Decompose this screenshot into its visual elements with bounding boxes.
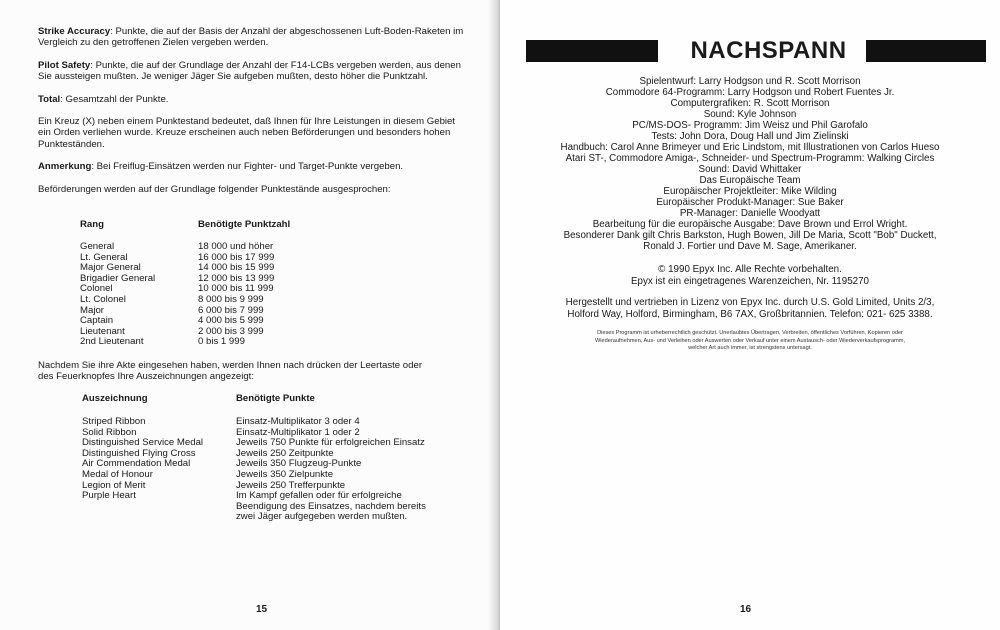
rank-name: Captain [80,315,114,327]
award-names-column [82,417,203,502]
award-requirement: Jeweils 350 Flugzeug-Punkte [236,458,362,470]
right-page [500,0,1000,630]
remark-text: : Bei Freiflug-Einsätzen werden nur Fighter- und Target-Punkte vergeben. [91,161,404,173]
rank-name: Lt. General [80,251,128,263]
credit-line: PR-Manager: Danielle Woodyatt [679,208,821,219]
promotions-intro: Beförderungen werden auf der Grundlage folgender Punktestände ausgesprochen: [38,183,391,195]
total-text: : Gesamtzahl der Punkte. [60,93,169,105]
credit-line: Besonderer Dank gilt Chris Barkston, Hugh Bowen, Jill De Maria, Scott "Bob" Duckett, [563,230,937,241]
credit-line: Atari ST-, Commodore Amiga-, Schneider- und Spectrum-Programm: Walking Circles [565,153,935,164]
rank-points: 12 000 bis 13 999 [198,272,275,284]
cross-note-paragraph: Ein Kreuz (X) neben einem Punktestand bedeutet, daß Ihnen für Ihre Leistungen in diesem Gebiet ein Orden verliehen wurde. Kreuze erscheinen auch neben Beförderungen und besonders hohen Punkteständen. [38,116,456,150]
credit-line: Computergrafiken: R. Scott Morrison [670,98,830,109]
fine-print-line: Dieses Programm ist urheberrechtlich geschützt. Unerlaubtes Übertragen, Verbreiten, öffentliches Vorführen, Kopieren oder [597,330,903,336]
strike-accuracy-paragraph [38,26,466,49]
rank-name: Brigadier General [80,272,156,284]
required-points-header: Benötigte Punkte [236,393,315,404]
credit-line: Europäischer Projektleiter: Mike Wilding [663,186,837,197]
award-requirement: zwei Jäger aufgegeben werden mußten. [236,511,408,523]
award-requirement: Jeweils 250 Trefferpunkte [236,479,346,491]
credit-line: Sound: David Whittaker [698,164,802,175]
award-requirement: Jeweils 350 Zielpunkte [236,468,334,480]
total-paragraph [38,94,466,105]
rank-points: 6 000 bis 7 999 [198,304,264,316]
award-requirement: Beendigung des Einsatzes, nachdem bereits [236,500,426,512]
award-name: Air Commendation Medal [82,458,191,470]
rank-name: Lieutenant [80,325,125,337]
rank-name: General [80,241,115,252]
awards-intro: Nachdem Sie ihre Akte eingesehen haben, werden Ihnen nach drücken der Leertaste oder des Feuerknopfes Ihre Auszeichnungen angezeigt: [38,360,423,383]
award-name: Distinguished Service Medal [82,437,204,449]
award-name: Purple Heart [82,490,136,502]
rank-name: 2nd Lieutenant [80,336,144,348]
award-name: Distinguished Flying Cross [82,447,196,459]
rank-header: Rang [80,219,104,230]
fine-print-line: welcher Art auch immer, ist strengstens untersagt. [688,345,812,352]
page-number-right: 16 [740,604,752,615]
award-requirement: Jeweils 250 Zeitpunkte [236,447,334,459]
pilot-safety-text: : Punkte, die auf der Grundlage der Anzahl der F14-LCBs vergeben werden, aus denen Sie aussteigen mußten. Je weniger Jäger Sie aufgeben mußten, desto höher die Punktzahl. [38,59,461,83]
rank-points-column [198,242,274,348]
award-requirement: Im Kampf gefallen oder für erfolgreiche [236,490,402,502]
manufacturer-block [500,297,1000,320]
rank-points: 0 bis 1 999 [198,336,245,348]
credit-line: Europäischer Produkt-Manager: Sue Baker [656,197,844,208]
legal-fine-print [530,330,970,353]
award-requirement: Einsatz-Multiplikator 3 oder 4 [236,416,360,427]
award-requirement: Einsatz-Multiplikator 1 oder 2 [236,426,360,438]
fine-print-line: Wiederaufnehmen, Aus- und Verleihen oder Auswerten oder Verkauf unter einem Austausch- oder Wiederverkaufsprogramm, [595,337,905,344]
credit-line: Bearbeitung für die europäische Ausgabe: Dave Brown und Errol Wright. [592,219,908,230]
pilot-safety-label: Pilot Safety [38,59,91,71]
award-requirement: Jeweils 750 Punkte für erfolgreichen Einsatz [236,437,425,449]
rank-name: Colonel [80,283,113,295]
total-label: Total [38,93,61,105]
rank-points: 18 000 und höher [198,241,274,252]
strike-accuracy-label: Strike Accuracy [38,26,111,37]
credit-line: Sound: Kyle Johnson [703,109,797,120]
award-name: Solid Ribbon [82,426,137,438]
rank-name: Major [80,304,104,316]
rank-points: 16 000 bis 17 999 [198,251,275,263]
award-name: Legion of Merit [82,479,146,491]
manufacturer-line: Hergestellt und vertrieben in Lizenz von Epyx Inc. durch U.S. Gold Limited, Units 2/3, [565,297,935,308]
credits-list [500,76,1000,252]
credit-line: Spielentwurf: Larry Hodgson und R. Scott Morrison [639,76,861,87]
rank-table [80,220,380,350]
rank-name: Major General [80,262,141,274]
credit-line: Ronald J. Fortier und Dave M. Sage, Amerikaner. [643,241,857,252]
trademark-line: Epyx ist ein eingetragenes Warenzeichen, Nr. 1195270 [631,275,869,287]
rank-names-column [80,242,155,348]
title-banner [526,38,986,64]
rank-points: 8 000 bis 9 999 [198,293,264,305]
copyright-block [500,264,1000,287]
credit-line: Commodore 64-Programm: Larry Hodgson und Robert Fuentes Jr. [605,87,895,98]
award-header: Auszeichnung [82,393,148,404]
credit-line: Das Europäische Team [699,175,801,186]
pilot-safety-paragraph [38,60,466,83]
title-bar-right [866,40,986,62]
award-table [80,394,480,534]
credit-line: PC/MS-DOS- Programm: Jim Weisz und Phil Garofalo [632,120,868,131]
rank-name: Lt. Colonel [80,293,126,305]
rank-points: 14 000 bis 15 999 [198,262,275,274]
rank-points: 2 000 bis 3 999 [198,325,264,337]
credit-line: Handbuch: Carol Anne Brimeyer und Eric Lindstom, mit Illustrationen von Carlos Hueso [560,142,940,153]
page-number-left: 15 [256,604,268,615]
rank-points: 4 000 bis 5 999 [198,315,264,327]
award-name: Medal of Honour [82,468,153,480]
remark-label: Anmerkung [38,161,92,173]
award-requirements-column [236,417,426,523]
points-header: Benötigte Punktzahl [198,219,291,230]
manufacturer-address: Holford Way, Holford, Birmingham, B6 7AX, Großbritannien. Telefon: 021- 625 3388. [567,308,933,320]
rank-points: 10 000 bis 11 999 [198,283,274,295]
strike-accuracy-text: : Punkte, die auf der Basis der Anzahl der abgeschossenen Luft-Boden-Raketen im Vergleich zu den getroffenen Zielen vergeben werden. [38,26,464,49]
remark-paragraph [38,161,466,172]
title-bar-left [526,40,658,62]
credit-line: Tests: John Dora, Doug Hall und Jim Zielinski [651,131,849,142]
award-name: Striped Ribbon [82,416,146,427]
page-title: NACHSPANN [690,37,847,64]
copyright-line: © 1990 Epyx Inc. Alle Rechte vorbehalten. [658,264,842,275]
